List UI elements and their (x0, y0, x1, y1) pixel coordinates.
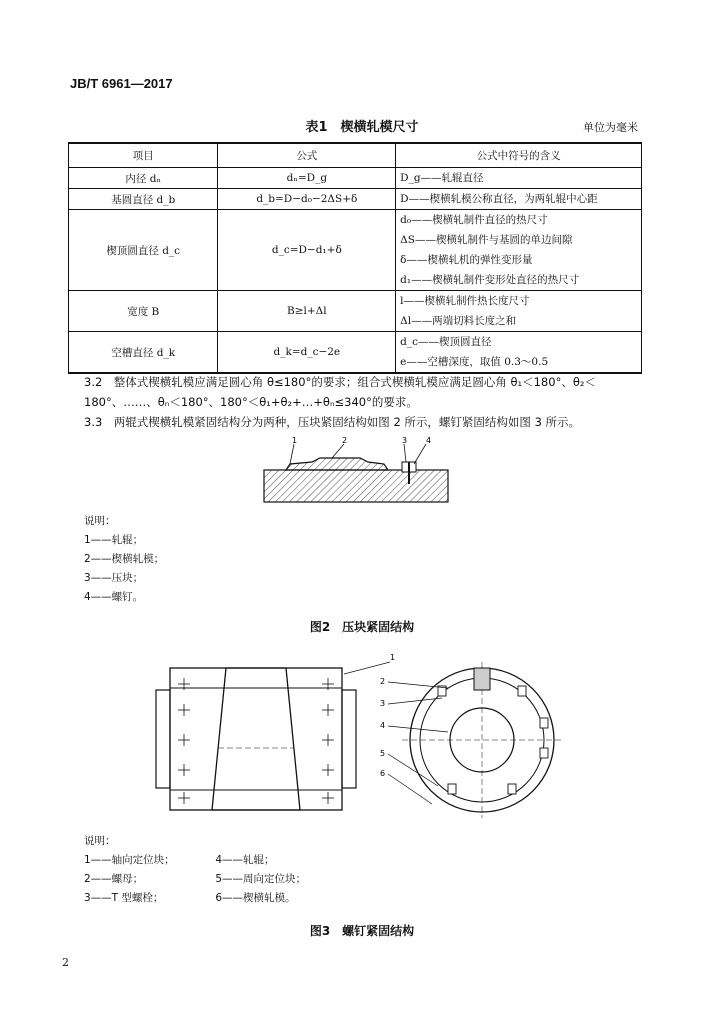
legend-item: 3——T 型螺栓； (84, 892, 164, 904)
clause-3-3: 3.3 两辊式楔横轧模紧固结构分为两种，压块紧固结构如图 2 所示，螺钉紧固结构如图 3 所示。 (84, 415, 581, 429)
table-row (69, 210, 642, 291)
table-row (69, 189, 642, 210)
legend-item: 3——压块； (84, 572, 144, 584)
callout-3: 3 (380, 699, 386, 708)
callout-4: 4 (426, 436, 432, 445)
column-header: 项目 (69, 143, 218, 168)
callout-6: 6 (380, 769, 386, 778)
row-item: 空槽直径 d_k (69, 332, 218, 374)
clause-3-2-line2: 180°、……、θₙ＜180°、180°＜θ₁+θ₂+…+θₙ≤340°的要求。 (84, 395, 418, 409)
legend-item: 1——轧辊； (84, 534, 144, 546)
row-item: 楔顶圆直径 d_c (69, 210, 218, 291)
row-formula: dₙ=D_g (218, 168, 396, 189)
legend-item: 4——螺钉。 (84, 591, 144, 603)
legend-title: 说明： (84, 835, 116, 847)
row-symbols (396, 168, 642, 189)
symbol-meaning: δ——楔横轧机的弹性变形量 (400, 254, 533, 266)
figure-2-drawing (256, 436, 456, 506)
callout-2: 2 (380, 677, 386, 686)
column-header: 公式 (218, 143, 396, 168)
symbol-meaning: l——楔横轧制件热长度尺寸 (400, 295, 530, 307)
row-symbols (396, 189, 642, 210)
legend-item: 2——楔横轧模； (84, 553, 165, 565)
symbol-meaning: d₀——楔横轧制件直径的热尺寸 (400, 214, 548, 226)
callout-1: 1 (390, 653, 396, 662)
legend-item: 1——轴向定位块； (84, 854, 175, 866)
legend-item: 4——轧辊； (215, 854, 275, 866)
table-row (69, 332, 642, 374)
legend-row (84, 889, 306, 908)
legend-title: 说明： (84, 515, 116, 527)
row-item: 内径 dₙ (69, 168, 218, 189)
callout-2: 2 (342, 436, 348, 445)
page-number: 2 (62, 956, 69, 969)
table-header-row (69, 143, 642, 168)
callout-4: 4 (380, 721, 386, 730)
clause-3-2-line1: 3.2 整体式楔横轧模应满足圆心角 θ≤180°的要求；组合式楔横轧模应满足圆心角 θ₁＜180°、θ₂＜ (84, 375, 596, 389)
symbol-meaning: d₁——楔横轧制件变形处直径的热尺寸 (400, 274, 580, 286)
dimension-table (68, 142, 642, 374)
symbol-meaning: D_g——轧辊直径 (400, 172, 484, 184)
figure-3-drawing (148, 648, 568, 828)
row-formula: d_k=d_c−2e (218, 332, 396, 374)
table-row (69, 168, 642, 189)
row-symbols (396, 210, 642, 291)
row-item: 基圆直径 d_b (69, 189, 218, 210)
symbol-meaning: D——楔横轧模公称直径，为两轧辊中心距 (400, 193, 598, 205)
table-title: 表1 楔横轧模尺寸 (305, 120, 419, 135)
row-formula: d_c=D−d₁+δ (218, 210, 396, 291)
callout-1: 1 (292, 436, 298, 445)
symbol-meaning: e——空槽深度，取值 0.3～0.5 (400, 356, 549, 368)
table-row (69, 291, 642, 332)
row-item: 宽度 B (69, 291, 218, 332)
callout-3: 3 (402, 436, 408, 445)
row-formula: B≥l+Δl (218, 291, 396, 332)
legend-row (84, 870, 306, 889)
legend-row (84, 851, 306, 870)
legend-item: 5——周向定位块； (215, 873, 307, 885)
figure-2-caption: 图2 压块紧固结构 (309, 620, 415, 634)
legend-item: 2——螺母； (84, 873, 144, 885)
symbol-meaning: d_c——楔顶圆直径 (400, 336, 492, 348)
row-formula: d_b=D−d₀−2ΔS+δ (218, 189, 396, 210)
figure-3-caption: 图3 螺钉紧固结构 (309, 924, 415, 938)
figure-3-legend (84, 832, 306, 908)
standard-code: JB/T 6961—2017 (70, 76, 173, 91)
table-unit: 单位为毫米 (583, 121, 638, 134)
row-symbols (396, 332, 642, 374)
column-header: 公式中符号的含义 (396, 143, 642, 168)
callout-5: 5 (380, 749, 386, 758)
symbol-meaning: Δl——两端切料长度之和 (400, 315, 517, 327)
symbol-meaning: ΔS——楔横轧制件与基圆的单边间隙 (400, 234, 573, 246)
row-symbols (396, 291, 642, 332)
legend-item: 6——楔横轧模。 (215, 892, 296, 904)
figure-2-legend (84, 512, 164, 607)
